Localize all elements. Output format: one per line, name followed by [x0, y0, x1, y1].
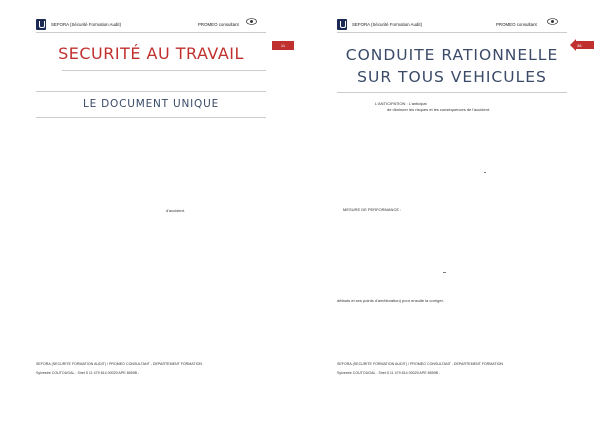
footer-line-1: SEFORA (SECURITE FORMATION AUDIT) / PROMEO CONSULTANT - DEPARTEMENT FORMATION — [36, 362, 202, 366]
header-consultant: PROMEO consultant — [496, 22, 537, 27]
title-rule — [337, 92, 567, 93]
page-title — [337, 44, 567, 88]
page-arrow-tab — [570, 39, 594, 51]
logo-icon — [337, 19, 347, 30]
header-org: SEFORA (Sécurité Formation Audit) — [352, 22, 423, 27]
body-fragment: d'accident. — [166, 208, 185, 213]
page-title-line-1: CONDUITE RATIONNELLE — [345, 46, 559, 64]
section-label: MESURE DE PERFORMANCE : — [343, 207, 402, 212]
eye-icon — [547, 17, 558, 26]
header-consultant: PROMEO consultant — [198, 22, 239, 27]
subtitle-rule-top — [36, 91, 266, 92]
page-number-tab: 38 — [577, 43, 582, 48]
title-rule — [62, 70, 266, 71]
logo-icon — [36, 19, 46, 30]
subtitle-rule-bottom — [36, 117, 266, 118]
right-page — [300, 0, 600, 424]
bottom-text: défauts et ses points d'amélioration) pour ensuite la corriger. — [337, 298, 444, 303]
header-rule — [36, 32, 266, 33]
page-number-tab: 11 — [272, 41, 294, 50]
page-title-line-2: SUR TOUS VEHICULES — [357, 68, 547, 86]
eye-icon — [246, 17, 257, 26]
header-rule — [337, 32, 567, 33]
footer-line-2: Sylvestre COUTOUGAL - Siret 5 11 479 814 00029 APE 8559B - — [337, 371, 441, 375]
header-org: SEFORA (Sécurité Formation Audit) — [51, 22, 122, 27]
stray-mark — [484, 172, 486, 173]
footer-line-2: Sylvestre COUTOUGAL - Siret 5 11 479 814 00029 APE 8559B - — [36, 371, 140, 375]
anticipation-line-1: L'ANTICIPATION : L'anticipat — [375, 101, 427, 106]
page-subtitle: LE DOCUMENT UNIQUE — [82, 98, 220, 110]
anticipation-line-2: de diminuer les risques et les conséquences de l'accident. — [387, 107, 491, 112]
stray-mark — [443, 272, 446, 273]
page-title: SECURITÉ AU TRAVAIL — [58, 44, 244, 63]
footer-line-1: SEFORA (SECURITE FORMATION AUDIT) / PROMEO CONSULTANT - DEPARTEMENT FORMATION — [337, 362, 503, 366]
